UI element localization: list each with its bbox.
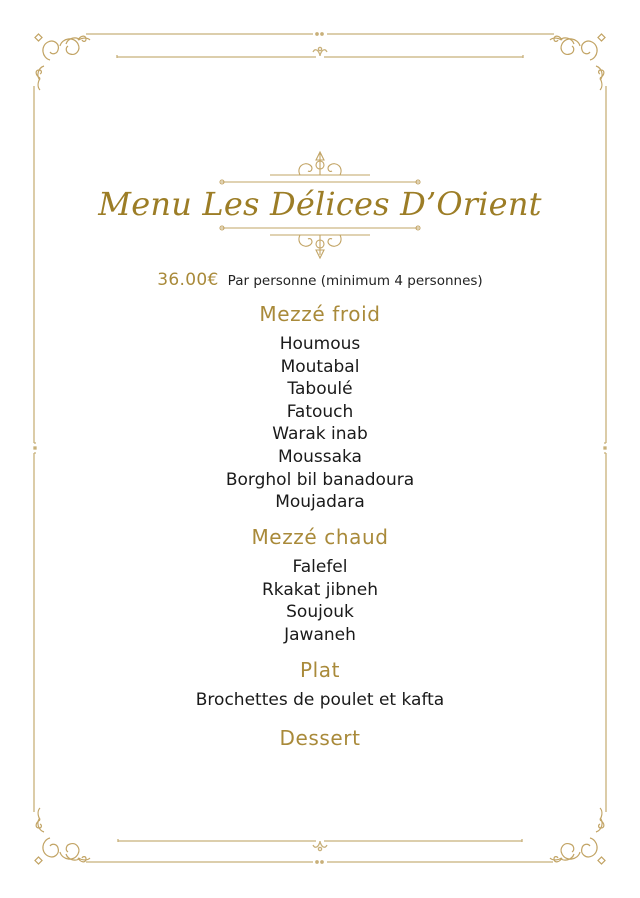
menu-item: Warak inab [272, 424, 368, 445]
menu-item: Taboulé [287, 379, 353, 400]
menu-price: 36.00€ [157, 270, 219, 290]
menu-item: Houmous [279, 334, 361, 354]
menu-item: Borghol bil banadoura [225, 469, 415, 490]
menu-item: Rkakat jibneh [261, 579, 379, 600]
section-mezze-chaud [0, 524, 640, 646]
price-note: Par personne (minimum 4 personnes) [227, 273, 483, 289]
price-line [0, 268, 640, 293]
section-title: Plat [299, 658, 341, 682]
menu-item: Fatouch [286, 401, 354, 422]
menu-item: Moujadara [275, 492, 365, 513]
menu-item: Moussaka [278, 446, 362, 467]
menu-item: Soujouk [286, 602, 354, 623]
section-mezze-froid [0, 301, 640, 514]
menu-item: Jawaneh [284, 624, 356, 645]
section-title: Dessert [279, 726, 361, 750]
menu-title: Menu Les Délices D’Orient [98, 185, 542, 223]
menu-item: Brochettes de poulet et kafta [195, 690, 445, 710]
menu-item: Moutabal [280, 356, 360, 377]
flourish-corner-icon [35, 34, 90, 90]
section-plat [0, 657, 640, 712]
section-dessert [0, 725, 640, 751]
menu-item: Falefel [292, 557, 348, 577]
section-title: Mezzé froid [259, 302, 381, 326]
section-title: Mezzé chaud [251, 525, 389, 549]
